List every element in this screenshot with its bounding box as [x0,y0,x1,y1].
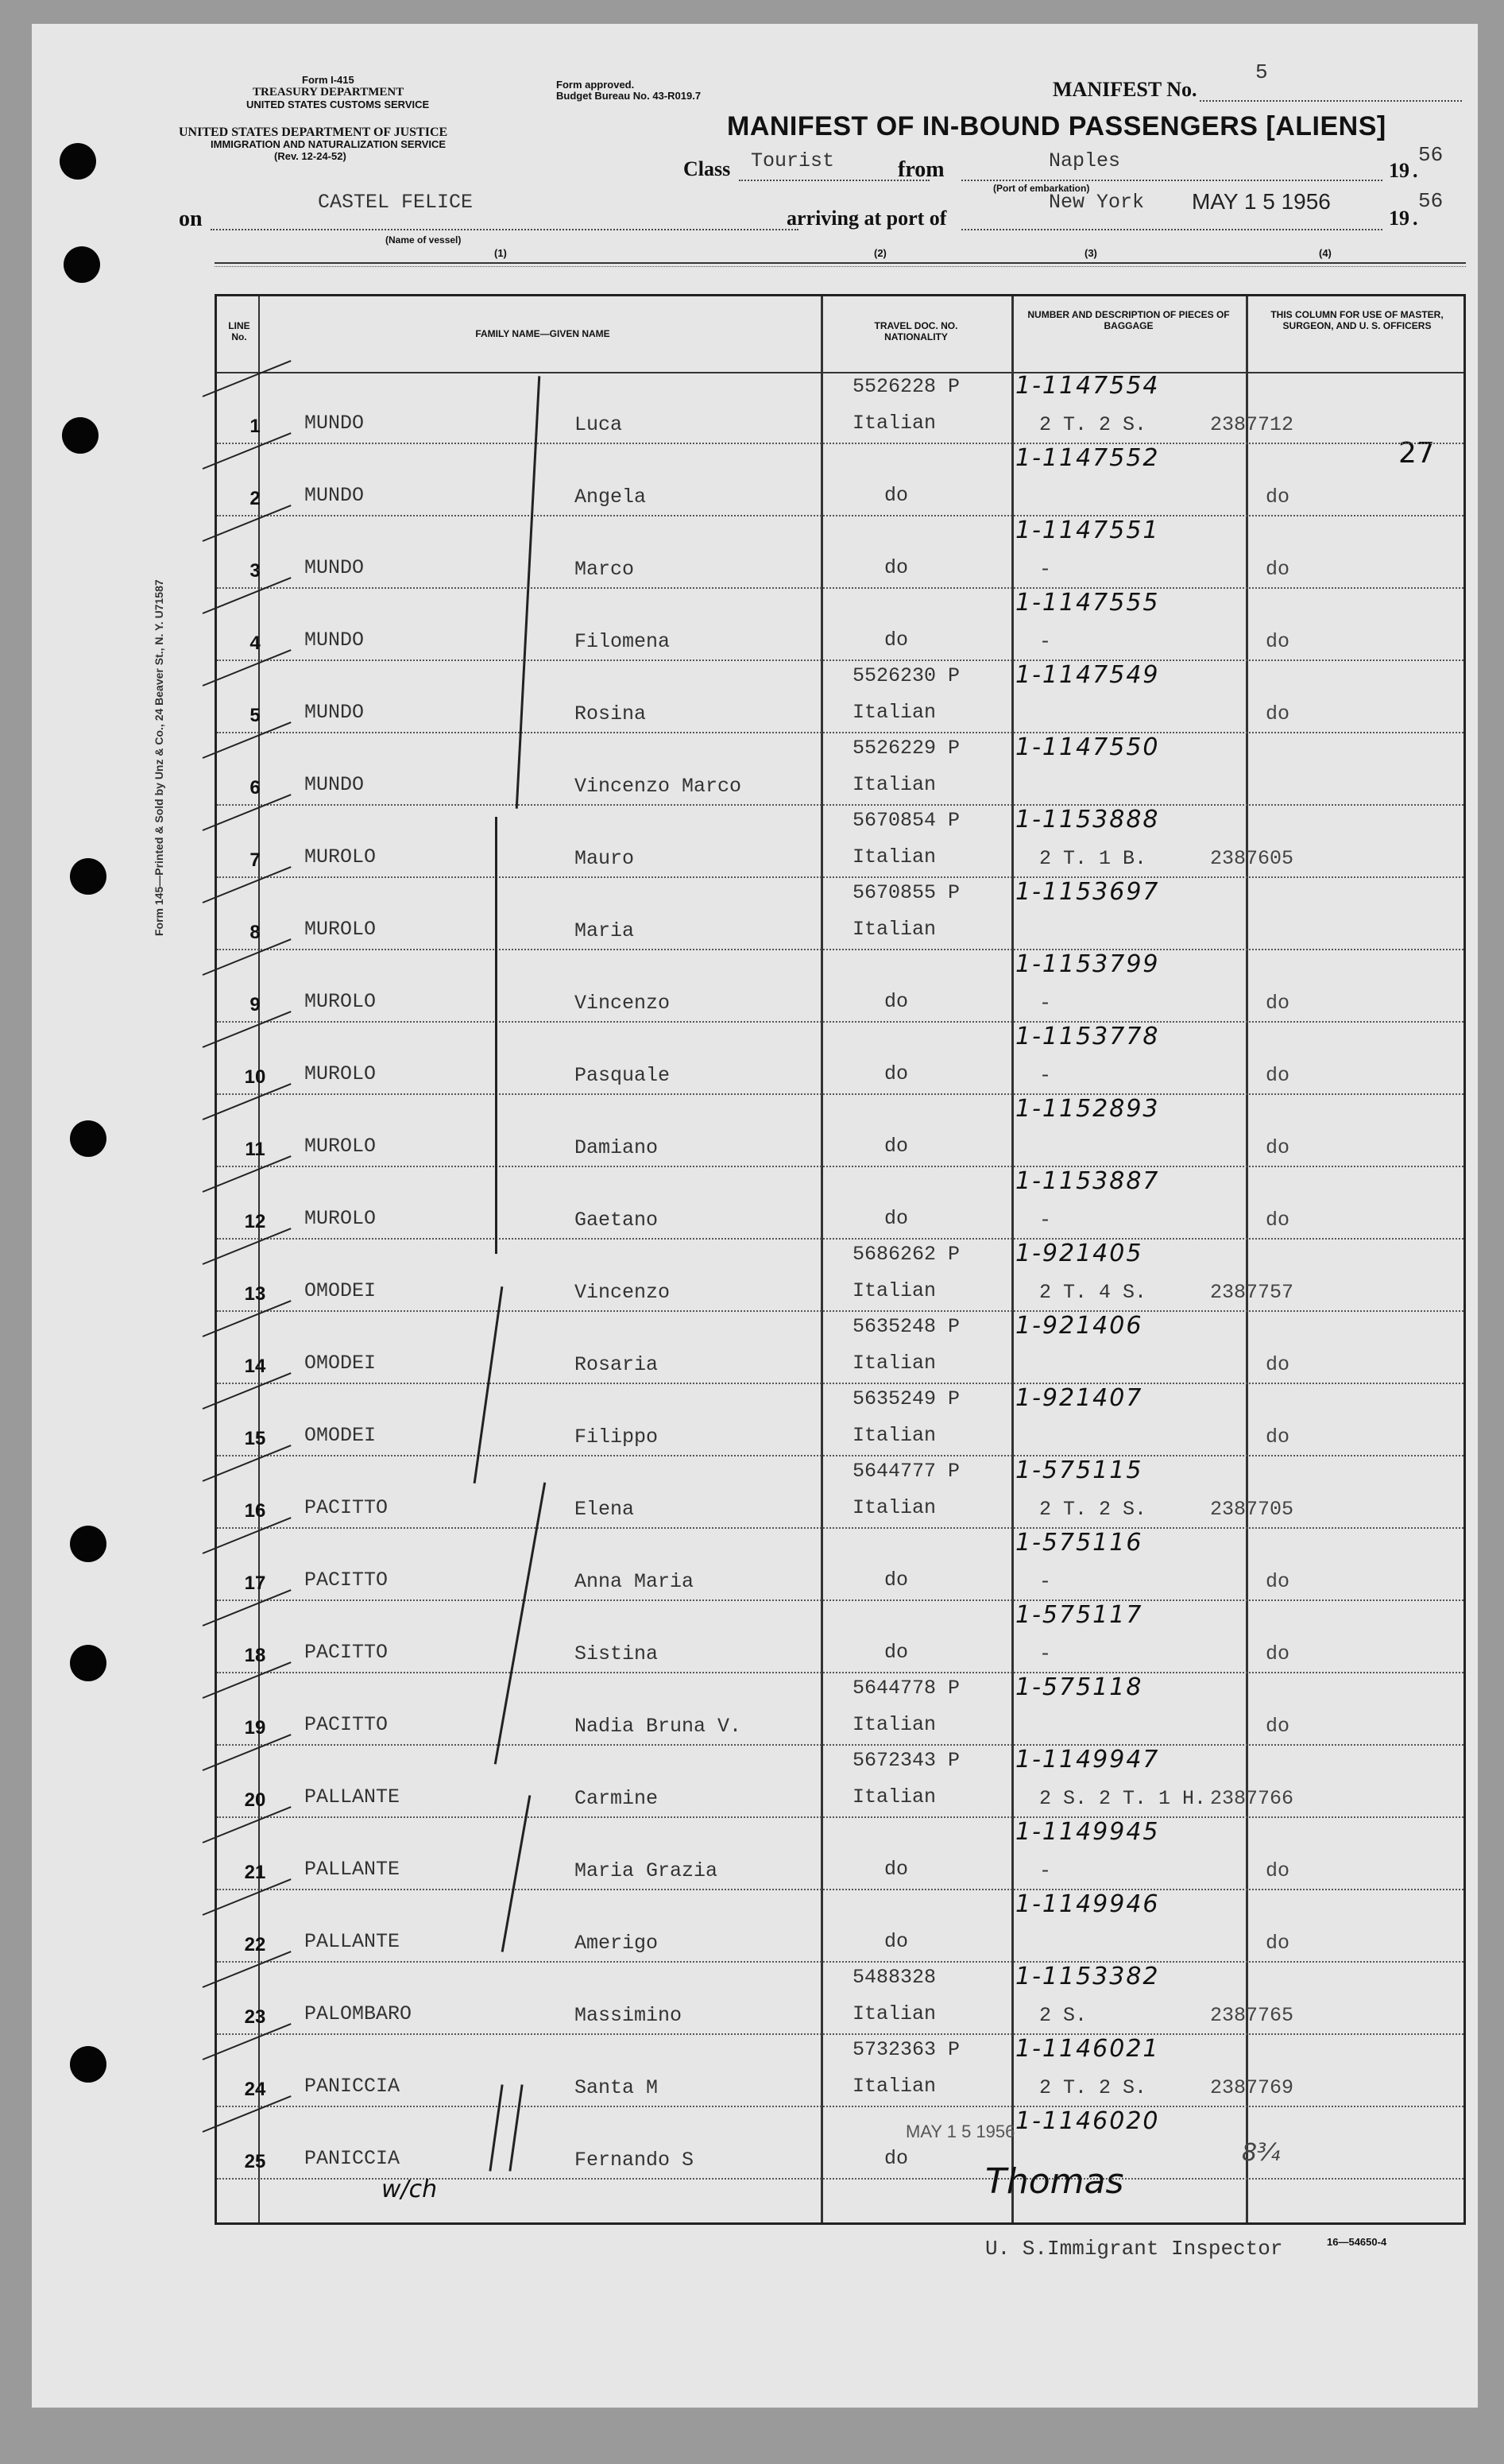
officer-note: do [1266,1859,1290,1882]
family-name: PACITTO [304,1496,389,1519]
line-number: 25 [244,2151,266,2172]
line-number: 22 [244,1934,266,1955]
nationality: do [884,1641,909,1664]
col-num-4: (4) [1319,247,1332,259]
justice-dept: UNITED STATES DEPARTMENT OF JUSTICE [179,126,448,139]
officer-note: do [1266,485,1290,509]
nationality: Italian [853,2002,937,2025]
travel-doc-number: 5635249 P [853,1387,961,1410]
nationality: do [884,1569,909,1592]
family-name: PALLANTE [304,1930,400,1953]
treasury-dept: TREASURY DEPARTMENT [253,86,404,99]
table-row [217,1167,1463,1240]
family-bracket [495,817,497,1254]
nationality: Italian [853,845,937,868]
customs-service: UNITED STATES CUSTOMS SERVICE [246,99,430,110]
arriving-label: arriving at port of [787,207,947,230]
given-name: Pasquale [574,1064,671,1087]
baggage-number: 1-1147550 [1015,733,1160,761]
table-row [217,806,1463,878]
table-row [217,1890,1463,1963]
table-row [217,1384,1463,1456]
given-name: Maria [574,919,635,942]
manifest-page [32,24,1478,2408]
baggage-number: 1-575115 [1015,1456,1143,1484]
line-number: 1 [249,416,261,437]
nationality: Italian [853,918,937,941]
vessel-name: CASTEL FELICE [318,191,474,214]
given-name: Luca [574,413,623,436]
given-name: Rosina [574,702,647,725]
officer-note: 2387605 [1210,847,1294,870]
nationality: do [884,990,909,1013]
officer-note: do [1266,1353,1290,1376]
baggage-number: 1-1147552 [1015,444,1160,472]
line-number: 2 [249,488,261,509]
family-name: MUROLO [304,1135,377,1158]
binder-hole [60,143,96,180]
nationality: do [884,1858,909,1881]
line-number: 9 [249,994,261,1015]
form-approved: Form approved. [556,79,635,91]
ins-service: IMMIGRATION AND NATURALIZATION SERVICE [211,138,447,150]
table-row [217,1963,1463,2035]
col-header-doc: TRAVEL DOC. NO. NATIONALITY [874,320,958,342]
family-name: MUNDO [304,484,365,507]
officer-note: do [1266,1064,1290,1087]
given-name: Filomena [574,630,671,653]
from-label: from [898,157,945,182]
given-name: Angela [574,485,647,509]
line-number: 13 [244,1283,266,1305]
col-num-3: (3) [1085,247,1097,259]
baggage-number: 1-921406 [1015,1312,1143,1340]
table-row [217,1456,1463,1529]
nationality: Italian [853,773,937,796]
family-name: PACITTO [304,1569,389,1592]
baggage-number: 1-1153697 [1015,878,1160,906]
margin-note: w/ch [381,2176,438,2203]
baggage-number: 1-1153382 [1015,1963,1160,1990]
baggage-description: 2 T. 1 B. [1039,847,1147,870]
nationality: Italian [853,701,937,724]
form-number: Form I-415 [302,74,354,86]
family-name: MUROLO [304,845,377,868]
travel-doc-number: 5488328 [853,1966,937,1989]
officer-note: do [1266,1425,1290,1449]
travel-doc-number: 5526229 P [853,737,961,760]
officer-note: do [1266,1932,1290,1955]
table-row [217,950,1463,1023]
family-name: PACITTO [304,1713,389,1736]
binder-hole [70,1645,106,1681]
family-name: OMODEI [304,1352,377,1375]
inspector-stamp-date: MAY 1 5 1956 [906,2122,1015,2141]
travel-doc-number: 5670854 P [853,809,961,832]
given-name: Maria Grazia [574,1859,718,1882]
arrival-date-stamp: MAY 1 5 1956 [1192,189,1331,214]
family-name: OMODEI [304,1279,377,1302]
officer-note: do [1266,1715,1290,1738]
line-number: 20 [244,1789,266,1811]
table-row [217,1312,1463,1384]
year-value-1: 56 [1418,143,1444,167]
manifest-table [215,294,1466,2225]
nationality: do [884,556,909,579]
nationality: Italian [853,1352,937,1375]
officer-note: 2387757 [1210,1281,1294,1304]
officer-note: do [1266,558,1290,581]
baggage-number: 1-1147554 [1015,372,1160,400]
baggage-number: 1-1149946 [1015,1890,1160,1918]
officer-note: 2387712 [1210,413,1294,436]
table-row [217,516,1463,589]
officer-note: 2387766 [1210,1787,1294,1810]
family-name: PALLANTE [304,1785,400,1808]
nationality: Italian [853,2075,937,2098]
nationality: do [884,1930,909,1953]
baggage-number: 1-575118 [1015,1673,1143,1701]
table-row [217,1673,1463,1746]
baggage-description: 2 T. 2 S. [1039,413,1147,436]
line-number: 15 [244,1428,266,1449]
year-value-2: 56 [1418,189,1444,213]
footer-code: 16—54650-4 [1327,2236,1387,2248]
port-embarkation-caption: (Port of embarkation) [993,183,1090,194]
baggage-description: - [1039,1209,1052,1232]
year-label-2: 19 [1389,207,1409,230]
vessel-caption: (Name of vessel) [385,234,462,246]
baggage-number: 1-1147555 [1015,589,1160,617]
family-name: MUNDO [304,701,365,724]
family-name: OMODEI [304,1424,377,1447]
family-name: MUROLO [304,918,377,941]
given-name: Gaetano [574,1209,659,1232]
given-name: Sistina [574,1642,659,1665]
line-number: 19 [244,1717,266,1739]
class-value: Tourist [751,149,835,172]
col-header-baggage: NUMBER AND DESCRIPTION OF PIECES OF BAGGAGE [1027,309,1230,331]
line-number: 7 [249,849,261,871]
family-name: MUROLO [304,990,377,1013]
given-name: Carmine [574,1787,659,1810]
travel-doc-number: 5526230 P [853,664,961,687]
baggage-number: 1-1146020 [1015,2107,1160,2135]
nationality: Italian [853,1424,937,1447]
given-name: Santa M [574,2076,659,2099]
officer-note: do [1266,992,1290,1015]
line-number: 11 [245,1139,265,1160]
family-name: MUNDO [304,556,365,579]
budget-bureau: Budget Bureau No. 43-R019.7 [556,90,702,102]
table-row [217,1746,1463,1818]
nationality: Italian [853,1496,937,1519]
baggage-number: 1-1153778 [1015,1023,1160,1050]
baggage-number: 1-1147551 [1015,516,1160,544]
baggage-number: 1-1153887 [1015,1167,1160,1195]
baggage-number: 1-1152893 [1015,1095,1160,1123]
class-label: Class [683,157,731,180]
baggage-description: - [1039,1570,1052,1593]
given-name: Amerigo [574,1932,659,1955]
table-row [217,444,1463,516]
family-name: MUNDO [304,629,365,652]
line-number: 21 [244,1862,266,1883]
officer-note: do [1266,630,1290,653]
binder-hole [70,858,106,895]
table-row [217,1023,1463,1095]
family-name: MUNDO [304,773,365,796]
binder-hole [70,1120,106,1157]
nationality: do [884,2147,909,2170]
baggage-description: 2 S. [1039,2004,1088,2027]
line-number: 6 [249,777,261,799]
baggage-number: 1-1146021 [1015,2035,1160,2063]
travel-doc-number: 5672343 P [853,1749,961,1772]
given-name: Rosaria [574,1353,659,1376]
manifest-label: MANIFEST No. [1053,78,1197,101]
baggage-description: - [1039,1642,1052,1665]
manifest-title: MANIFEST OF IN-BOUND PASSENGERS [ALIENS] [727,111,1386,141]
officer-note: 2387705 [1210,1498,1294,1521]
from-value: Naples [1049,149,1121,172]
family-name: PANICCIA [304,2147,400,2170]
table-row [217,1529,1463,1601]
officer-note: do [1266,1209,1290,1232]
baggage-description: - [1039,1859,1052,1882]
baggage-description: - [1039,1064,1052,1087]
binder-hole [70,2046,106,2083]
given-name: Massimino [574,2004,682,2027]
family-name: PALOMBARO [304,2002,412,2025]
travel-doc-number: 5670855 P [853,881,961,904]
side-print: Form 145—Printed & Sold by Unz & Co., 24 Beaver St., N. Y. U71587 [153,579,165,936]
travel-doc-number: 5635248 P [853,1315,961,1338]
travel-doc-number: 5526228 P [853,375,961,398]
table-row [217,1095,1463,1167]
officer-note: do [1266,1570,1290,1593]
given-name: Marco [574,558,635,581]
page-count: 27 [1398,437,1435,470]
travel-doc-number: 5644777 P [853,1460,961,1483]
nationality: do [884,1135,909,1158]
given-name: Elena [574,1498,635,1521]
nationality: do [884,629,909,652]
col-header-name: FAMILY NAME—GIVEN NAME [475,328,610,339]
family-name: PACITTO [304,1641,389,1664]
officer-note: do [1266,1136,1290,1159]
baggage-number: 1-1149945 [1015,1818,1160,1846]
baggage-number: 1-575116 [1015,1529,1143,1557]
col-header-officers: THIS COLUMN FOR USE OF MASTER, SURGEON, AND U. S. OFFICERS [1270,309,1444,331]
nationality: do [884,1207,909,1230]
col-header-line: LINE No. [228,320,250,342]
table-row [217,2107,1463,2180]
line-number: 24 [244,2079,266,2100]
table-row [217,1601,1463,1673]
given-name: Vincenzo [574,992,671,1015]
line-number: 8 [249,922,261,943]
line-number: 14 [244,1356,266,1377]
line-number: 12 [244,1211,266,1232]
given-name: Vincenzo Marco [574,775,742,798]
inspector-label: U. S.Immigrant Inspector [985,2237,1283,2261]
baggage-description: - [1039,558,1052,581]
family-name: MUROLO [304,1207,377,1230]
year-dot-1: . [1413,159,1418,182]
line-number: 10 [244,1066,266,1088]
officer-note: 8¾ [1242,2139,1281,2167]
given-name: Vincenzo [574,1281,671,1304]
year-label-1: 19 [1389,159,1409,182]
line-number: 18 [244,1645,266,1666]
given-name: Mauro [574,847,635,870]
baggage-description: 2 T. 2 S. [1039,1498,1147,1521]
line-number: 5 [249,705,261,726]
officer-note: do [1266,702,1290,725]
baggage-number: 1-1153799 [1015,950,1160,978]
officer-note: 2387769 [1210,2076,1294,2099]
table-row [217,733,1463,806]
nationality: Italian [853,1279,937,1302]
baggage-number: 1-921405 [1015,1240,1143,1267]
binder-hole [70,1526,106,1562]
table-row [217,372,1463,444]
table-row [217,1818,1463,1890]
arrival-port: New York [1049,191,1145,214]
inspector-signature: Thomas [985,2161,1124,2202]
table-row [217,661,1463,733]
family-name: MUNDO [304,412,365,435]
nationality: Italian [853,412,937,435]
line-number: 3 [249,560,261,582]
baggage-description: - [1039,630,1052,653]
given-name: Filippo [574,1425,659,1449]
baggage-number: 1-575117 [1015,1601,1143,1629]
nationality: Italian [853,1713,937,1736]
binder-hole [64,246,100,283]
check-mark [203,360,292,397]
baggage-number: 1-1153888 [1015,806,1160,834]
baggage-number: 1-1147549 [1015,661,1160,689]
baggage-description: 2 S. 2 T. 1 H. [1039,1787,1207,1810]
officer-note: do [1266,1642,1290,1665]
baggage-description: 2 T. 2 S. [1039,2076,1147,2099]
on-label: on [179,207,203,231]
nationality: do [884,484,909,507]
line-number: 17 [244,1572,266,1594]
table-row [217,878,1463,950]
table-row [217,2035,1463,2107]
travel-doc-number: 5686262 P [853,1243,961,1266]
binder-hole [62,417,99,454]
col-num-2: (2) [874,247,887,259]
line-number: 16 [244,1500,266,1522]
col-num-1: (1) [494,247,507,259]
family-name: PALLANTE [304,1858,400,1881]
table-row [217,1240,1463,1312]
nationality: do [884,1062,909,1085]
given-name: Nadia Bruna V. [574,1715,742,1738]
baggage-description: - [1039,992,1052,1015]
revision-date: (Rev. 12-24-52) [274,150,346,162]
officer-note: 2387765 [1210,2004,1294,2027]
family-name: PANICCIA [304,2075,400,2098]
given-name: Fernando S [574,2149,694,2172]
table-row [217,589,1463,661]
line-number: 4 [249,632,261,654]
travel-doc-number: 5644778 P [853,1677,961,1700]
baggage-number: 1-1149947 [1015,1746,1160,1774]
baggage-number: 1-921407 [1015,1384,1143,1412]
line-number: 23 [244,2006,266,2028]
year-dot-2: . [1413,207,1418,230]
given-name: Damiano [574,1136,659,1159]
manifest-number: 5 [1255,60,1268,84]
given-name: Anna Maria [574,1570,694,1593]
family-name: MUROLO [304,1062,377,1085]
nationality: Italian [853,1785,937,1808]
baggage-description: 2 T. 4 S. [1039,1281,1147,1304]
travel-doc-number: 5732363 P [853,2038,961,2061]
